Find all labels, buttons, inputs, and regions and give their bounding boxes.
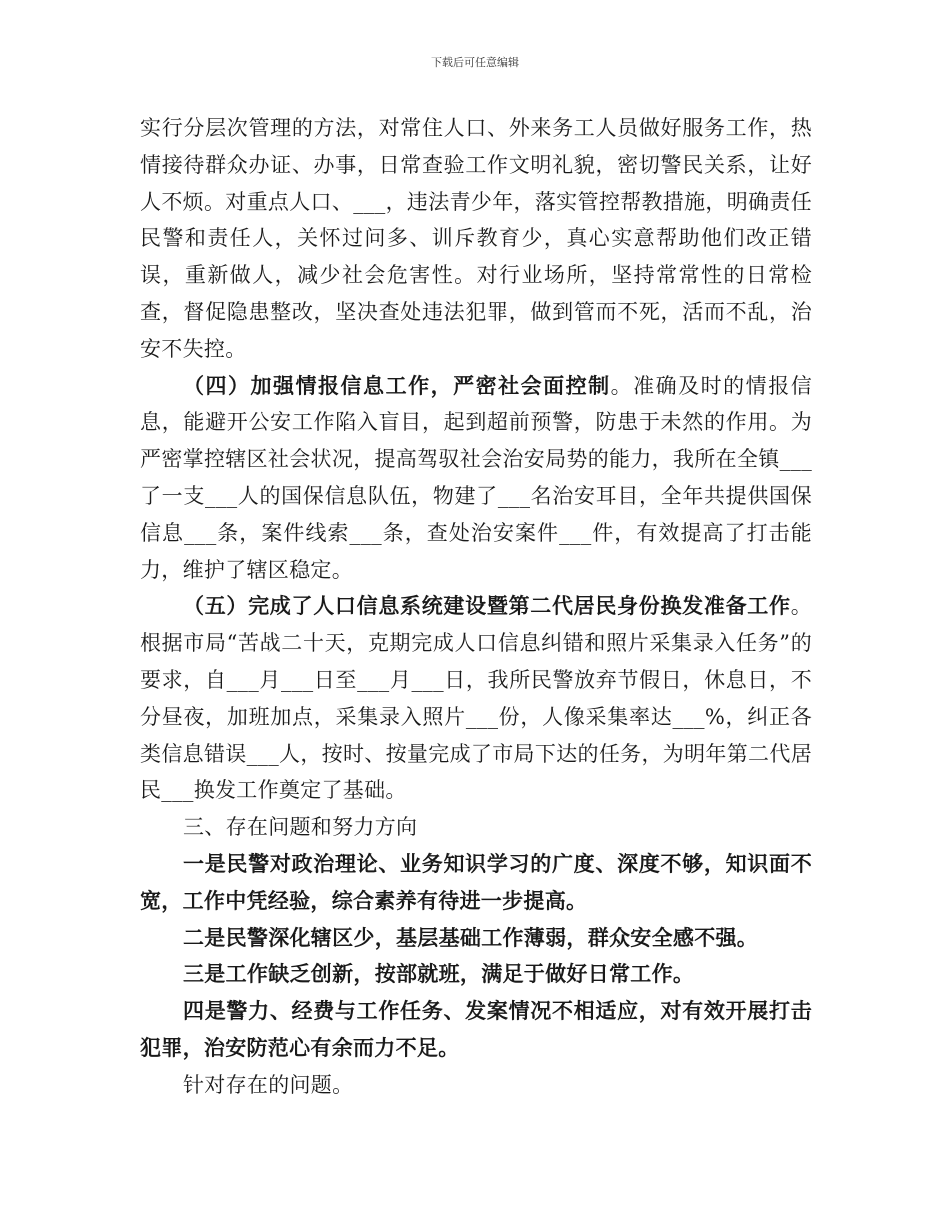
problem-item-4: 四是警力、经费与工作任务、发案情况不相适应，对有效开展打击犯罪，治安防范心有余而力不足。 [140,998,812,1060]
document-body [140,110,812,1104]
section-title-problems: 三、存在问题和努力方向 [183,815,418,840]
problem-item-2: 二是民警深化辖区少，基层基础工作薄弱，群众安全感不强。 [183,924,759,950]
text-population-info: 。根据市局“苦战二十天，克期完成人口信息纠错和照片采集录入任务”的要求，自___月___日至___月___日，我所民警放弃节假日，休息日，不分昼夜，加班加点，采集录入照片___份，人像采集率达___%，纠正各类信息错误___人，按时、按量完成了市局下达的任务，为明年第二代居民___换发工作奠定了基础。 [140,594,812,803]
heading-population-info: （五）完成了人口信息系统建设暨第二代居民身份换发准备工作 [183,593,791,619]
text-intelligence: 。准确及时的情报信息，能避开公安工作陷入盲目，起到超前预警，防患于未然的作用。为严密掌控辖区社会状况，提高驾驭社会治安局势的能力，我所在全镇___了一支___人的国保信息队伍，物建了___名治安耳目，全年共提供国保信息___条，案件线索___条，查处治安案件___件，有效提高了打击能力，维护了辖区稳定。 [140,373,812,582]
paragraph-intelligence [140,368,812,589]
paragraph-management: 实行分层次管理的方法，对常住人口、外来务工人员做好服务工作，热情接待群众办证、办事，日常查验工作文明礼貌，密切警民关系，让好人不烦。对重点人口、___，违法青少年，落实管控帮教措施，明确责任民警和责任人，关怀过问多、训斥教育少，真心实意帮助他们改正错误，重新做人，减少社会危害性。对行业场所，坚持常常性的日常检查，督促隐患整改，坚决查处违法犯罪，做到管而不死，活而不乱，治安不失控。 [140,116,812,361]
heading-intelligence: （四）加强情报信息工作，严密社会面控制 [183,372,611,398]
paragraph-population-info [140,588,812,809]
page-header-note: 下载后可任意编辑 [431,56,519,69]
closing-paragraph: 针对存在的问题。 [183,1072,354,1097]
problem-item-1: 一是民警对政治理论、业务知识学习的广度、深度不够，知识面不宽，工作中凭经验，综合素养有待进一步提高。 [140,850,812,913]
problem-item-3: 三是工作缺乏创新，按部就班，满足于做好日常工作。 [183,961,695,987]
